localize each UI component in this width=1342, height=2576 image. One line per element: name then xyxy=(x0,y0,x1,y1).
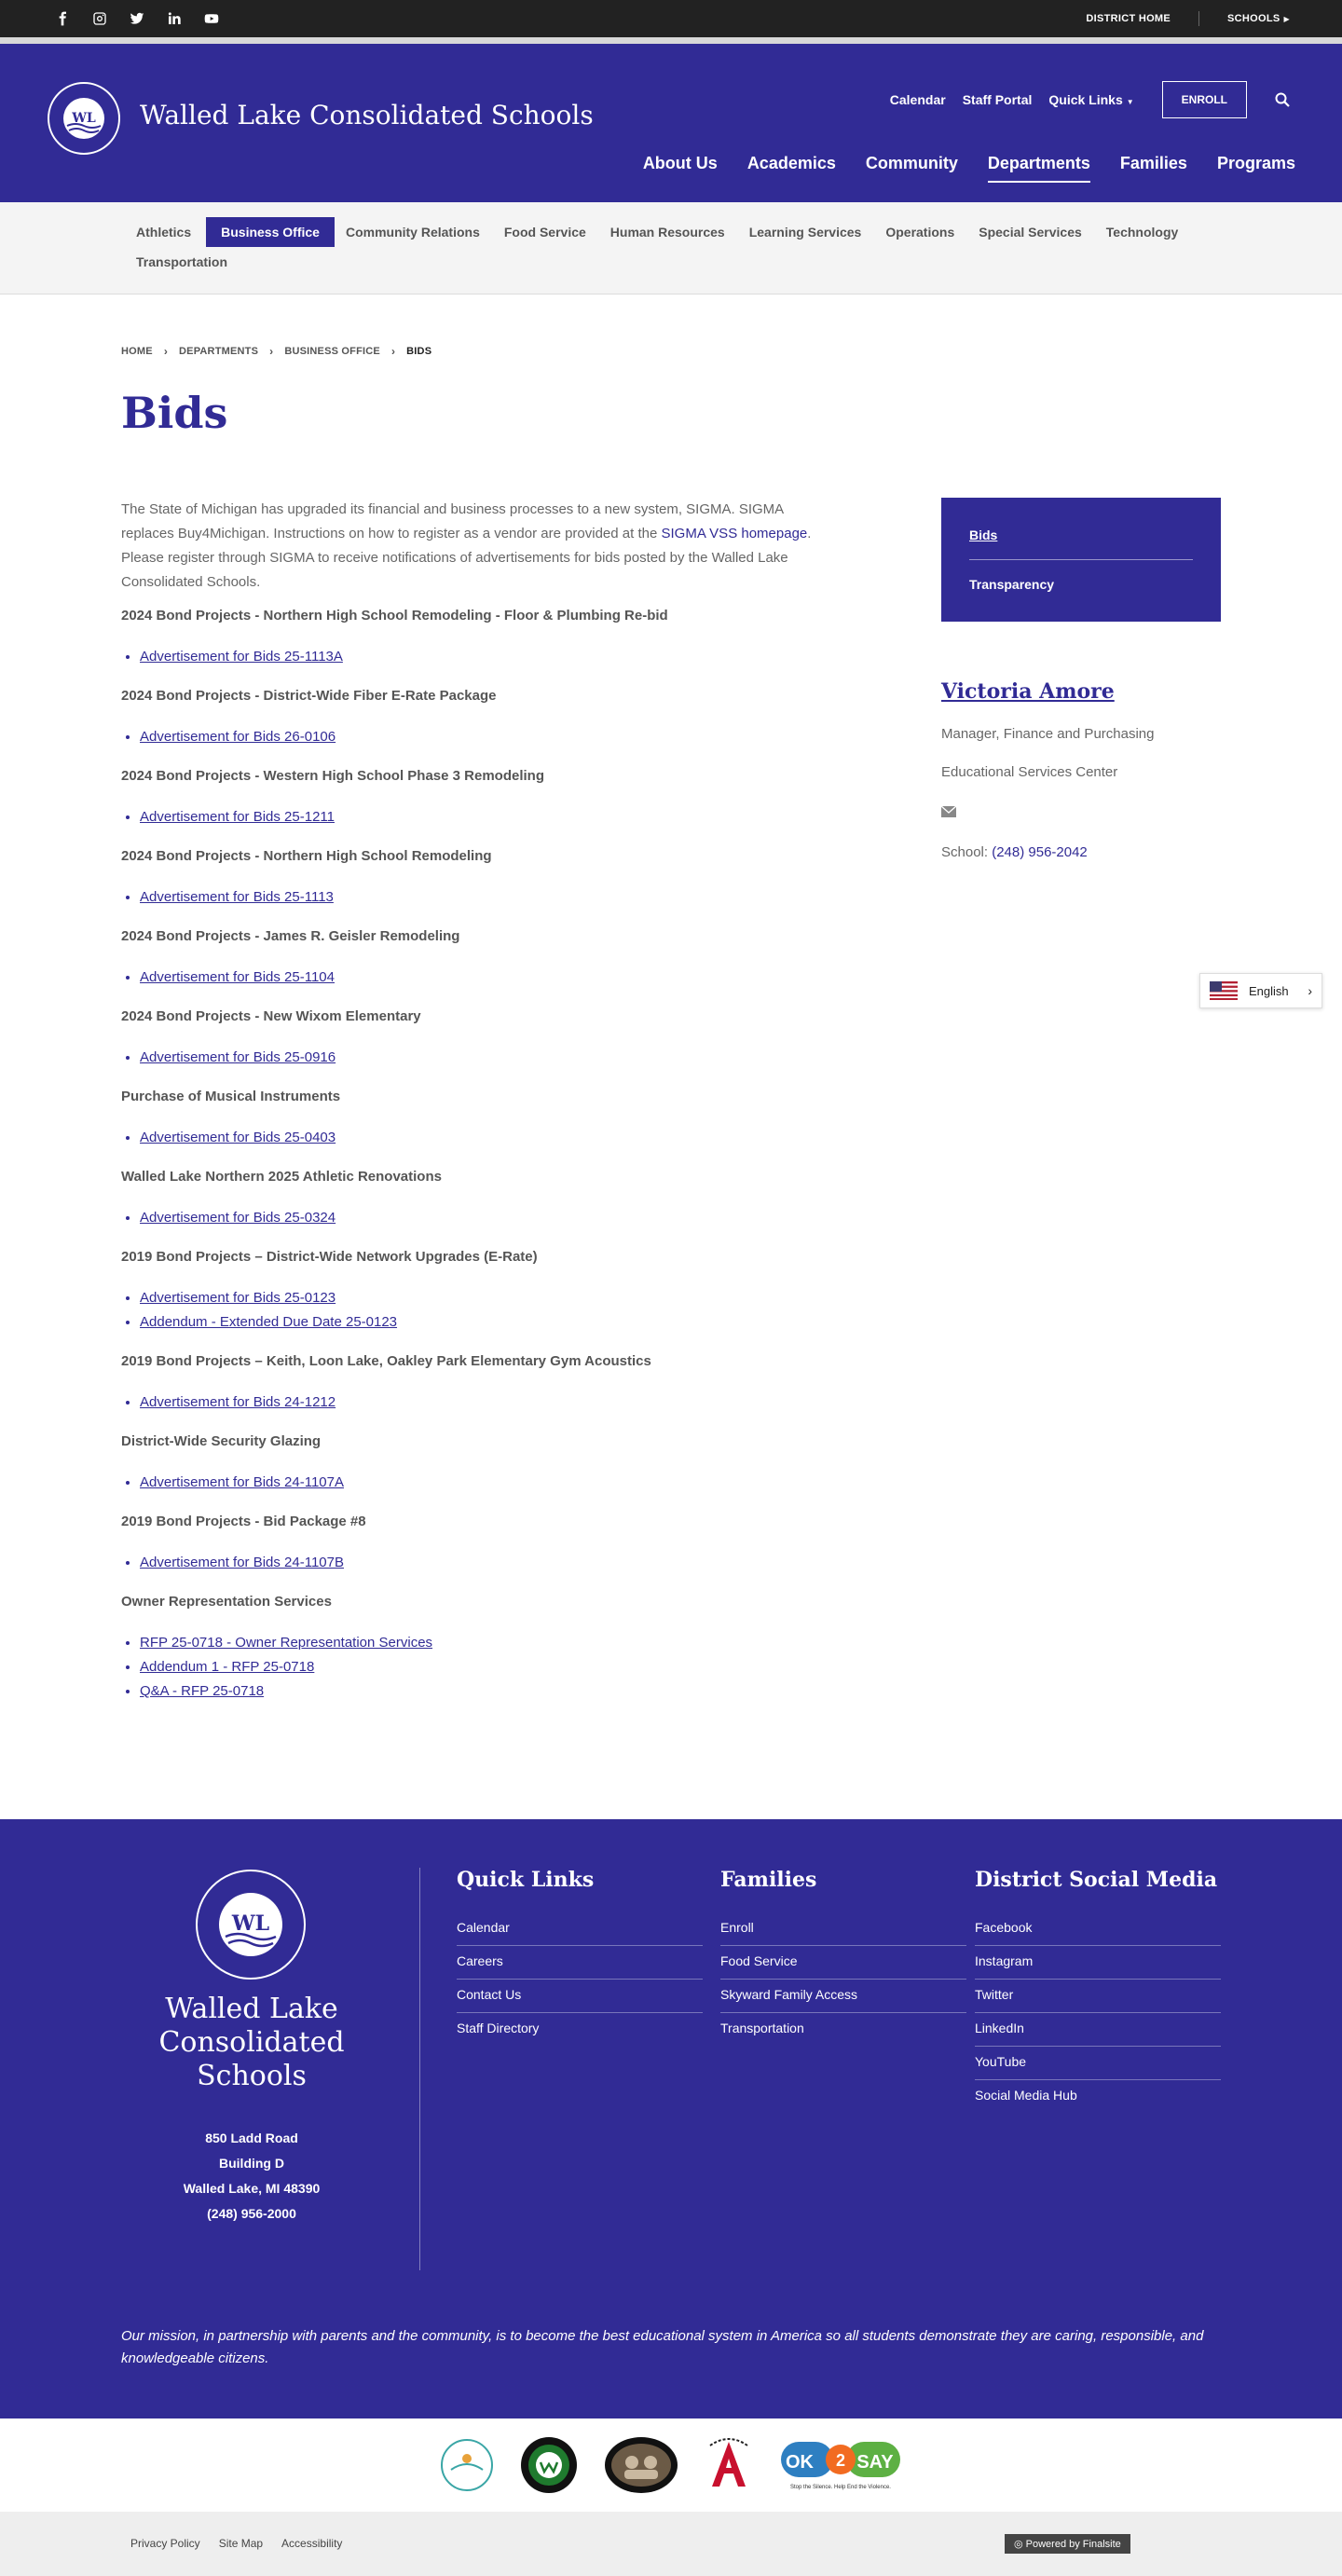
bid-document-link[interactable]: Advertisement for Bids 25-0324 xyxy=(140,1210,336,1226)
bid-document-list xyxy=(140,1631,839,1704)
bid-section-heading: 2019 Bond Projects – District-Wide Network Upgrades (E-Rate) xyxy=(121,1249,538,1265)
main-nav xyxy=(643,154,1295,183)
subnav-operations[interactable]: Operations xyxy=(885,225,955,240)
footer-quick-links-title: Quick Links xyxy=(457,1868,595,1892)
youtube-icon[interactable] xyxy=(203,10,220,27)
bid-document-link[interactable]: Advertisement for Bids 25-0916 xyxy=(140,1049,336,1065)
bid-document-link[interactable]: RFP 25-0718 - Owner Representation Services xyxy=(140,1635,433,1651)
bid-section-heading: District-Wide Security Glazing xyxy=(121,1433,322,1449)
subnav-business-office[interactable]: Business Office xyxy=(206,217,335,247)
intro-text-before: The State of Michigan has upgraded its financial and business processes to a new system, SIGMA. SIGMA replaces Buy4Michigan. Instructions on how to register as a vendor are provided at the xyxy=(121,501,784,541)
footer-link-twitter[interactable]: Twitter xyxy=(975,1980,1221,2013)
footer-link-facebook[interactable]: Facebook xyxy=(975,1912,1221,1946)
chevron-right-icon: › xyxy=(1308,983,1312,998)
bid-document-link[interactable]: Advertisement for Bids 25-0123 xyxy=(140,1290,336,1306)
bid-document-link[interactable]: Advertisement for Bids 25-1113 xyxy=(140,889,334,905)
bid-document-link[interactable]: Advertisement for Bids 24-1107B xyxy=(140,1555,345,1570)
district-home-link[interactable]: DISTRICT HOME xyxy=(1086,13,1171,24)
footer-link-contact-us[interactable]: Contact Us xyxy=(457,1980,703,2013)
footer-social-media xyxy=(975,1868,1221,2113)
bid-document-link[interactable]: Advertisement for Bids 24-1107A xyxy=(140,1474,345,1490)
site-name[interactable]: Walled Lake Consolidated Schools xyxy=(140,100,594,130)
footer-social-title: District Social Media xyxy=(975,1868,1218,1892)
bid-document-list xyxy=(140,885,839,910)
breadcrumb-home[interactable]: HOME xyxy=(121,346,153,357)
bid-section-heading: 2019 Bond Projects – Keith, Loon Lake, Oakley Park Elementary Gym Acoustics xyxy=(121,1353,651,1369)
site-map-link[interactable]: Site Map xyxy=(218,2537,264,2550)
site-footer xyxy=(0,1819,1342,2418)
footer-district-logo[interactable] xyxy=(194,1868,308,1981)
subnav-community-relations[interactable]: Community Relations xyxy=(345,225,480,240)
schools-dropdown[interactable] xyxy=(1227,13,1290,24)
nav-families[interactable]: Families xyxy=(1119,154,1187,172)
legal-links xyxy=(130,2537,342,2550)
nav-academics[interactable]: Academics xyxy=(746,154,836,172)
subnav-food-service[interactable]: Food Service xyxy=(503,225,586,240)
sidebar xyxy=(941,498,1221,860)
intro-text-after: . Please register through SIGMA to receive notifications of advertisements for bids posted by the Walled Lake Consolidated Schools. xyxy=(121,526,812,590)
chevron-right-icon: › xyxy=(269,345,274,358)
bids-article xyxy=(121,498,839,1719)
site-header xyxy=(0,44,1342,202)
quick-links-label: Quick Links xyxy=(1048,92,1123,107)
bid-section-heading: 2024 Bond Projects - Northern High School Remodeling - Floor & Plumbing Re-bid xyxy=(121,608,668,623)
bid-section-heading: Purchase of Musical Instruments xyxy=(121,1089,341,1104)
list-item xyxy=(140,645,839,669)
trailblazer-a-logo[interactable] xyxy=(705,2436,753,2494)
footer-link-instagram[interactable]: Instagram xyxy=(975,1946,1221,1980)
subnav-human-resources[interactable]: Human Resources xyxy=(609,225,725,240)
contact-location: Educational Services Center xyxy=(941,764,1118,780)
footer-families-title: Families xyxy=(720,1868,817,1892)
linkedin-icon[interactable] xyxy=(166,10,183,27)
subnav-technology[interactable]: Technology xyxy=(1105,225,1179,240)
svg-text:WL: WL xyxy=(231,1911,270,1936)
bid-document-link[interactable]: Advertisement for Bids 25-0403 xyxy=(140,1130,336,1145)
bid-document-list xyxy=(140,1391,839,1415)
list-item xyxy=(140,725,839,749)
partner-logos xyxy=(0,2418,1342,2512)
nav-departments[interactable]: Departments xyxy=(988,154,1090,183)
sigma-vss-link[interactable]: SIGMA VSS homepage xyxy=(661,526,808,541)
schools-label: SCHOOLS xyxy=(1227,13,1280,24)
bid-document-list xyxy=(140,1046,839,1070)
breadcrumb-current: BIDS xyxy=(406,346,432,357)
list-item xyxy=(140,966,839,990)
caret-right-icon: ▶ xyxy=(1283,15,1290,23)
section-nav-bids[interactable]: Bids xyxy=(969,511,1193,560)
accessibility-link[interactable]: Accessibility xyxy=(281,2537,343,2550)
us-flag-icon xyxy=(1210,981,1238,1000)
breadcrumb xyxy=(121,345,431,358)
staff-portal-link[interactable]: Staff Portal xyxy=(962,92,1033,107)
bottom-bar xyxy=(0,2512,1342,2576)
nav-programs[interactable]: Programs xyxy=(1216,154,1295,172)
address-line: Walled Lake, MI 48390 xyxy=(183,2181,321,2196)
privacy-policy-link[interactable]: Privacy Policy xyxy=(130,2537,200,2550)
bid-document-link[interactable]: Addendum - Extended Due Date 25-0123 xyxy=(140,1314,398,1330)
breadcrumb-business-office[interactable]: BUSINESS OFFICE xyxy=(284,346,380,357)
social-links xyxy=(54,10,220,27)
finalsite-label: Powered by Finalsite xyxy=(1025,2539,1121,2550)
footer-link-calendar[interactable]: Calendar xyxy=(457,1912,703,1946)
footer-link-food-service[interactable]: Food Service xyxy=(720,1946,966,1980)
subnav-transportation[interactable]: Transportation xyxy=(136,254,228,269)
bid-document-list xyxy=(140,805,839,829)
utility-bar xyxy=(0,0,1342,37)
bid-document-list xyxy=(140,1126,839,1150)
footer-link-skyward[interactable]: Skyward Family Access xyxy=(720,1980,966,2013)
bid-document-link[interactable]: Advertisement for Bids 26-0106 xyxy=(140,729,336,745)
header-stripe xyxy=(0,37,1342,44)
bid-document-link[interactable]: Addendum 1 - RFP 25-0718 xyxy=(140,1659,315,1675)
wlcsd-pals-logo[interactable] xyxy=(604,2436,678,2494)
quick-links-dropdown[interactable] xyxy=(1048,92,1133,107)
bid-document-link[interactable]: Advertisement for Bids 25-1104 xyxy=(140,969,335,985)
list-item xyxy=(140,1286,839,1310)
intro-paragraph xyxy=(121,498,839,595)
wl-green-seal-logo[interactable] xyxy=(520,2436,578,2494)
utility-links xyxy=(1086,11,1290,26)
section-nav xyxy=(941,498,1221,622)
bid-section-heading: Owner Representation Services xyxy=(121,1594,332,1610)
nav-community[interactable]: Community xyxy=(865,154,958,172)
list-item xyxy=(140,1126,839,1150)
powered-by-finalsite[interactable] xyxy=(1005,2534,1130,2554)
list-item xyxy=(140,1655,839,1679)
bid-section-heading: 2019 Bond Projects - Bid Package #8 xyxy=(121,1514,366,1529)
instagram-icon[interactable] xyxy=(91,10,108,27)
subnav-learning-services[interactable]: Learning Services xyxy=(748,225,862,240)
footer-link-social-hub[interactable]: Social Media Hub xyxy=(975,2088,1077,2103)
bid-document-list xyxy=(140,1206,839,1230)
chevron-right-icon: › xyxy=(163,345,169,358)
footer-link-enroll[interactable]: Enroll xyxy=(720,1912,966,1946)
bid-document-link[interactable]: Advertisement for Bids 25-1211 xyxy=(140,809,335,825)
mission-statement: Our mission, in partnership with parents and the community, is to become the best educational system in America so all students demonstrate they are caring, responsible, and knowledgeable citizens. xyxy=(121,2328,1204,2366)
footer-link-youtube[interactable]: YouTube xyxy=(975,2047,1221,2080)
contact-title: Manager, Finance and Purchasing xyxy=(941,726,1155,742)
list-item xyxy=(140,1391,839,1415)
svg-text:2: 2 xyxy=(835,2451,846,2470)
contact-phone-label: School: xyxy=(941,844,993,860)
bid-document-link[interactable]: Advertisement for Bids 25-1113A xyxy=(140,649,343,665)
address-line: 850 Ladd Road xyxy=(205,2131,298,2145)
finalsite-icon: ◎ xyxy=(1014,2539,1026,2550)
contact-phone xyxy=(941,844,1221,860)
ok2say-logo[interactable] xyxy=(779,2438,902,2492)
svg-text:OK: OK xyxy=(786,2452,814,2473)
bid-document-list xyxy=(140,1471,839,1495)
bid-document-link[interactable]: Advertisement for Bids 24-1212 xyxy=(140,1394,336,1410)
list-item xyxy=(140,1679,839,1704)
utility-divider xyxy=(1198,11,1199,26)
contact-name[interactable]: Victoria Amore xyxy=(941,679,1115,704)
footer-link-careers[interactable]: Careers xyxy=(457,1946,703,1980)
bid-sections xyxy=(121,604,839,1704)
footer-quick-links xyxy=(457,1868,703,2046)
list-item xyxy=(140,1631,839,1655)
footer-link-transportation[interactable]: Transportation xyxy=(720,2021,804,2035)
language-label: English xyxy=(1249,983,1289,998)
contact-phone-link[interactable]: (248) 956-2042 xyxy=(992,844,1088,860)
subnav-special-services[interactable]: Special Services xyxy=(979,225,1082,240)
foundation-for-excellence-logo[interactable] xyxy=(440,2438,494,2492)
department-subnav xyxy=(0,202,1342,295)
bid-section-heading: 2024 Bond Projects - District-Wide Fiber E-Rate Package xyxy=(121,688,497,704)
subnav-athletics[interactable]: Athletics xyxy=(136,225,192,240)
facebook-icon[interactable] xyxy=(54,10,71,27)
bid-section-heading: 2024 Bond Projects - Western High School Phase 3 Remodeling xyxy=(121,768,544,784)
main-content xyxy=(0,295,1342,1819)
enroll-button[interactable]: ENROLL xyxy=(1162,81,1247,118)
language-selector[interactable] xyxy=(1199,973,1322,1008)
section-nav-transparency[interactable]: Transparency xyxy=(969,577,1055,592)
nav-about-us[interactable]: About Us xyxy=(642,154,718,172)
caret-down-icon: ▼ xyxy=(1126,98,1134,106)
bid-section-heading: 2024 Bond Projects - James R. Geisler Remodeling xyxy=(121,928,460,944)
bid-document-list xyxy=(140,645,839,669)
list-item xyxy=(140,1046,839,1070)
list-item xyxy=(140,1310,839,1335)
footer-divider xyxy=(419,1868,420,2270)
chevron-right-icon: › xyxy=(390,345,396,358)
footer-district-name: Walled Lake Consolidated Schools xyxy=(158,1993,345,2092)
twitter-icon[interactable] xyxy=(129,10,145,27)
page-title: Bids xyxy=(121,388,228,438)
email-icon[interactable] xyxy=(941,806,956,817)
list-item xyxy=(140,1551,839,1575)
svg-text:Stop the Silence. Help End the: Stop the Silence. Help End the Violence. xyxy=(790,2485,891,2490)
svg-text:SAY: SAY xyxy=(856,2452,894,2473)
bid-section-heading: 2024 Bond Projects - New Wixom Elementary xyxy=(121,1008,421,1024)
list-item xyxy=(140,1206,839,1230)
footer-link-staff-directory[interactable]: Staff Directory xyxy=(457,2021,540,2035)
svg-text:WL: WL xyxy=(72,111,96,126)
footer-link-linkedin[interactable]: LinkedIn xyxy=(975,2013,1221,2047)
district-logo[interactable] xyxy=(47,81,121,156)
bid-document-list xyxy=(140,966,839,990)
bid-section-heading: 2024 Bond Projects - Northern High School Remodeling xyxy=(121,848,492,864)
bid-document-link[interactable]: Q&A - RFP 25-0718 xyxy=(140,1683,265,1699)
list-item xyxy=(140,805,839,829)
bid-document-list xyxy=(140,1286,839,1335)
breadcrumb-departments[interactable]: DEPARTMENTS xyxy=(179,346,259,357)
calendar-link[interactable]: Calendar xyxy=(889,92,946,107)
search-icon[interactable] xyxy=(1275,92,1290,107)
list-item xyxy=(140,885,839,910)
list-item xyxy=(140,1471,839,1495)
footer-phone-link[interactable]: (248) 956-2000 xyxy=(207,2206,296,2221)
address-line: Building D xyxy=(219,2156,284,2171)
footer-families xyxy=(720,1868,966,2046)
bid-document-list xyxy=(140,1551,839,1575)
bid-section-heading: Walled Lake Northern 2025 Athletic Renovations xyxy=(121,1169,442,1185)
bid-document-list xyxy=(140,725,839,749)
footer-address xyxy=(121,2126,382,2227)
secondary-nav xyxy=(873,81,1290,118)
